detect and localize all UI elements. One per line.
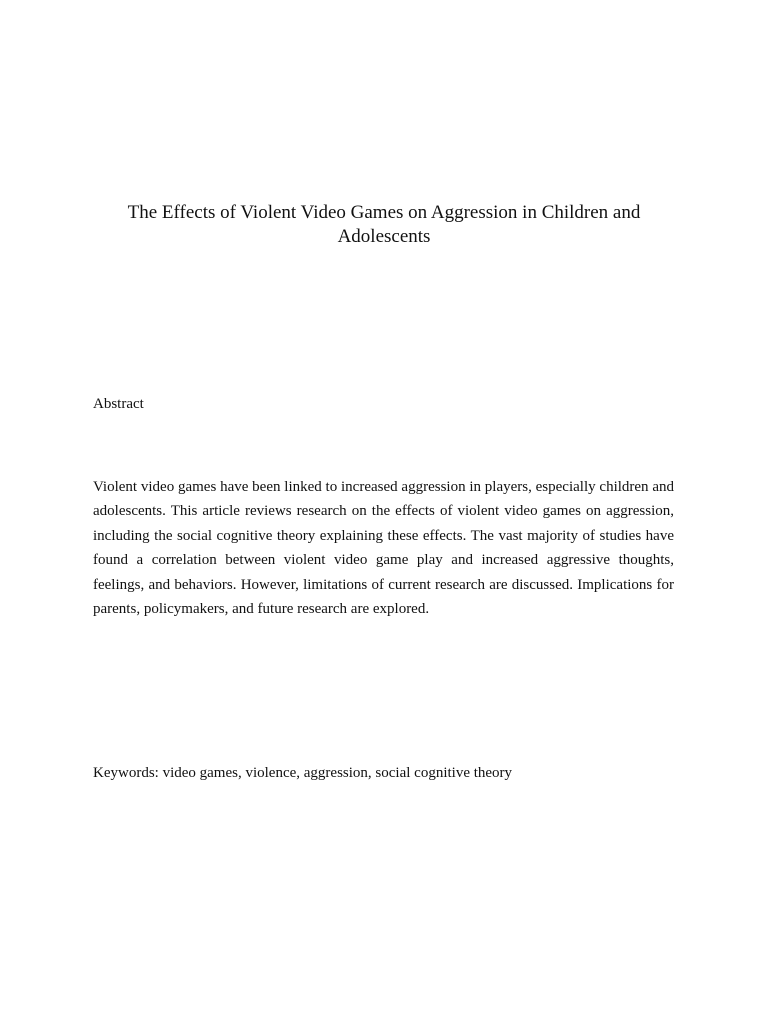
keywords-line: Keywords: video games, violence, aggression, social cognitive theory bbox=[93, 765, 513, 781]
document-title: The Effects of Violent Video Games on Aggression in Children and Adolescents bbox=[127, 202, 641, 247]
abstract-body: Violent video games have been linked to increased aggression in players, especially children and adolescents. This article reviews research on the effects of violent video games on aggression, including the social cognitive theory explaining these effects. The vast majority of studies have found a correlation between violent video game play and increased aggressive thoughts, feelings, and behaviors. However, limitations of current research are discussed. Implications for parents, policymakers, and future research are explored. bbox=[93, 479, 674, 618]
abstract-heading: Abstract bbox=[93, 396, 144, 412]
